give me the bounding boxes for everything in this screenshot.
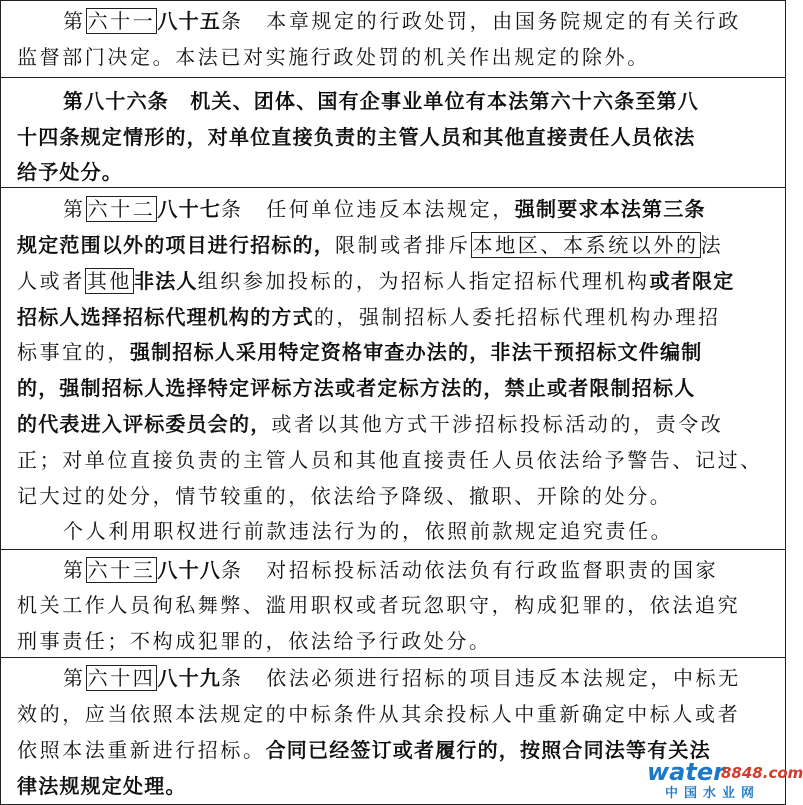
article-87-line-7: 的代表进入评标委员会的，或者以其他方式干涉招标投标活动的，责令改 bbox=[17, 412, 724, 436]
deleted-number: 六十二 bbox=[87, 197, 156, 221]
article-86-line-1: 第八十六条 机关、团体、国有企事业单位有本法第六十六条至第八 bbox=[63, 89, 699, 113]
article-89-line-2: 效的，应当依照本法规定的中标条件从其余投标人中重新确定中标人或者 bbox=[17, 702, 741, 726]
article-87-line-2: 规定范围以外的项目进行招标的，限制或者排斥 本地区、本系统以外的 法 bbox=[17, 233, 724, 257]
article-87-line-5: 标事宜的，强制招标人采用特定资格审查办法的，非法干预招标文件编制 bbox=[17, 340, 703, 364]
article-87-line-8: 正；对单位直接负责的主管人员和其他直接责任人员依法给予警告、记过、 bbox=[17, 448, 763, 472]
article-88-line-2: 机关工作人员徇私舞弊、滥用职权或者玩忽职守，构成犯罪的，依法追究 bbox=[17, 593, 741, 617]
new-number: 八十七 bbox=[157, 197, 222, 221]
deleted-number: 六十一 bbox=[87, 9, 156, 33]
article-87-row bbox=[1, 187, 785, 549]
article-87-line-4: 招标人选择招标代理机构的方式的，强制招标人委托招标代理机构办理招 bbox=[17, 305, 721, 329]
article-88-row bbox=[1, 549, 785, 657]
article-87-line-6: 的，强制招标人选择特定评标方法或者定标方法的，禁止或者限制招标人 bbox=[17, 376, 696, 400]
new-number: 八十九 bbox=[157, 666, 222, 690]
article-87-line-1: 第 六十二 八十七条 任何单位违反本法规定，强制要求本法第三条 bbox=[63, 197, 706, 221]
article-85-line-1: 第 六十一 八十五条 本章规定的行政处罚，由国务院规定的有关行政 bbox=[63, 9, 741, 33]
article-88-line-3: 刑事责任；不构成犯罪的，依法给予行政处分。 bbox=[17, 629, 492, 653]
article-89-line-3: 依照本法重新进行招标。合同已经签订或者履行的，按照合同法等有关法 bbox=[17, 738, 711, 762]
deleted-phrase: 本地区、本系统以外的 bbox=[472, 233, 699, 257]
article-86-line-3: 给予处分。 bbox=[17, 160, 123, 184]
watermark-logo: water 8848.com 中国水业网 bbox=[647, 758, 803, 801]
article-88-line-1: 第 六十三 八十八条 对招标投标活动依法负有行政监督职责的国家 bbox=[63, 558, 719, 582]
article-87-line-10: 个人利用职权进行前款违法行为的，依照前款规定追究责任。 bbox=[63, 519, 674, 543]
article-85-line-2: 监督部门决定。本法已对实施行政处罚的机关作出规定的除外。 bbox=[17, 45, 650, 69]
deleted-number: 六十四 bbox=[87, 666, 156, 690]
article-89-row bbox=[1, 657, 803, 804]
new-number: 八十五 bbox=[157, 9, 222, 33]
article-86-row bbox=[1, 77, 785, 187]
deleted-number: 六十三 bbox=[87, 558, 156, 582]
deleted-phrase: 其他 bbox=[86, 269, 133, 293]
article-87-line-9: 记大过的处分，情节较重的，依法给予降级、撤职、开除的处分。 bbox=[17, 484, 673, 508]
article-87-line-3: 人或者 其他 非法人组织参加投标的，为招标人指定招标代理机构或者限定 bbox=[17, 269, 735, 293]
article-85-row bbox=[1, 1, 785, 77]
article-89-line-1: 第 六十四 八十九条 依法必须进行招标的项目违反本法规定，中标无 bbox=[63, 666, 741, 690]
new-number: 八十八 bbox=[157, 558, 222, 582]
article-89-line-4: 律法规规定处理。 bbox=[17, 774, 187, 798]
article-86-line-2: 十四条规定情形的，对单位直接负责的主管人员和其他直接责任人员依法 bbox=[17, 125, 696, 149]
